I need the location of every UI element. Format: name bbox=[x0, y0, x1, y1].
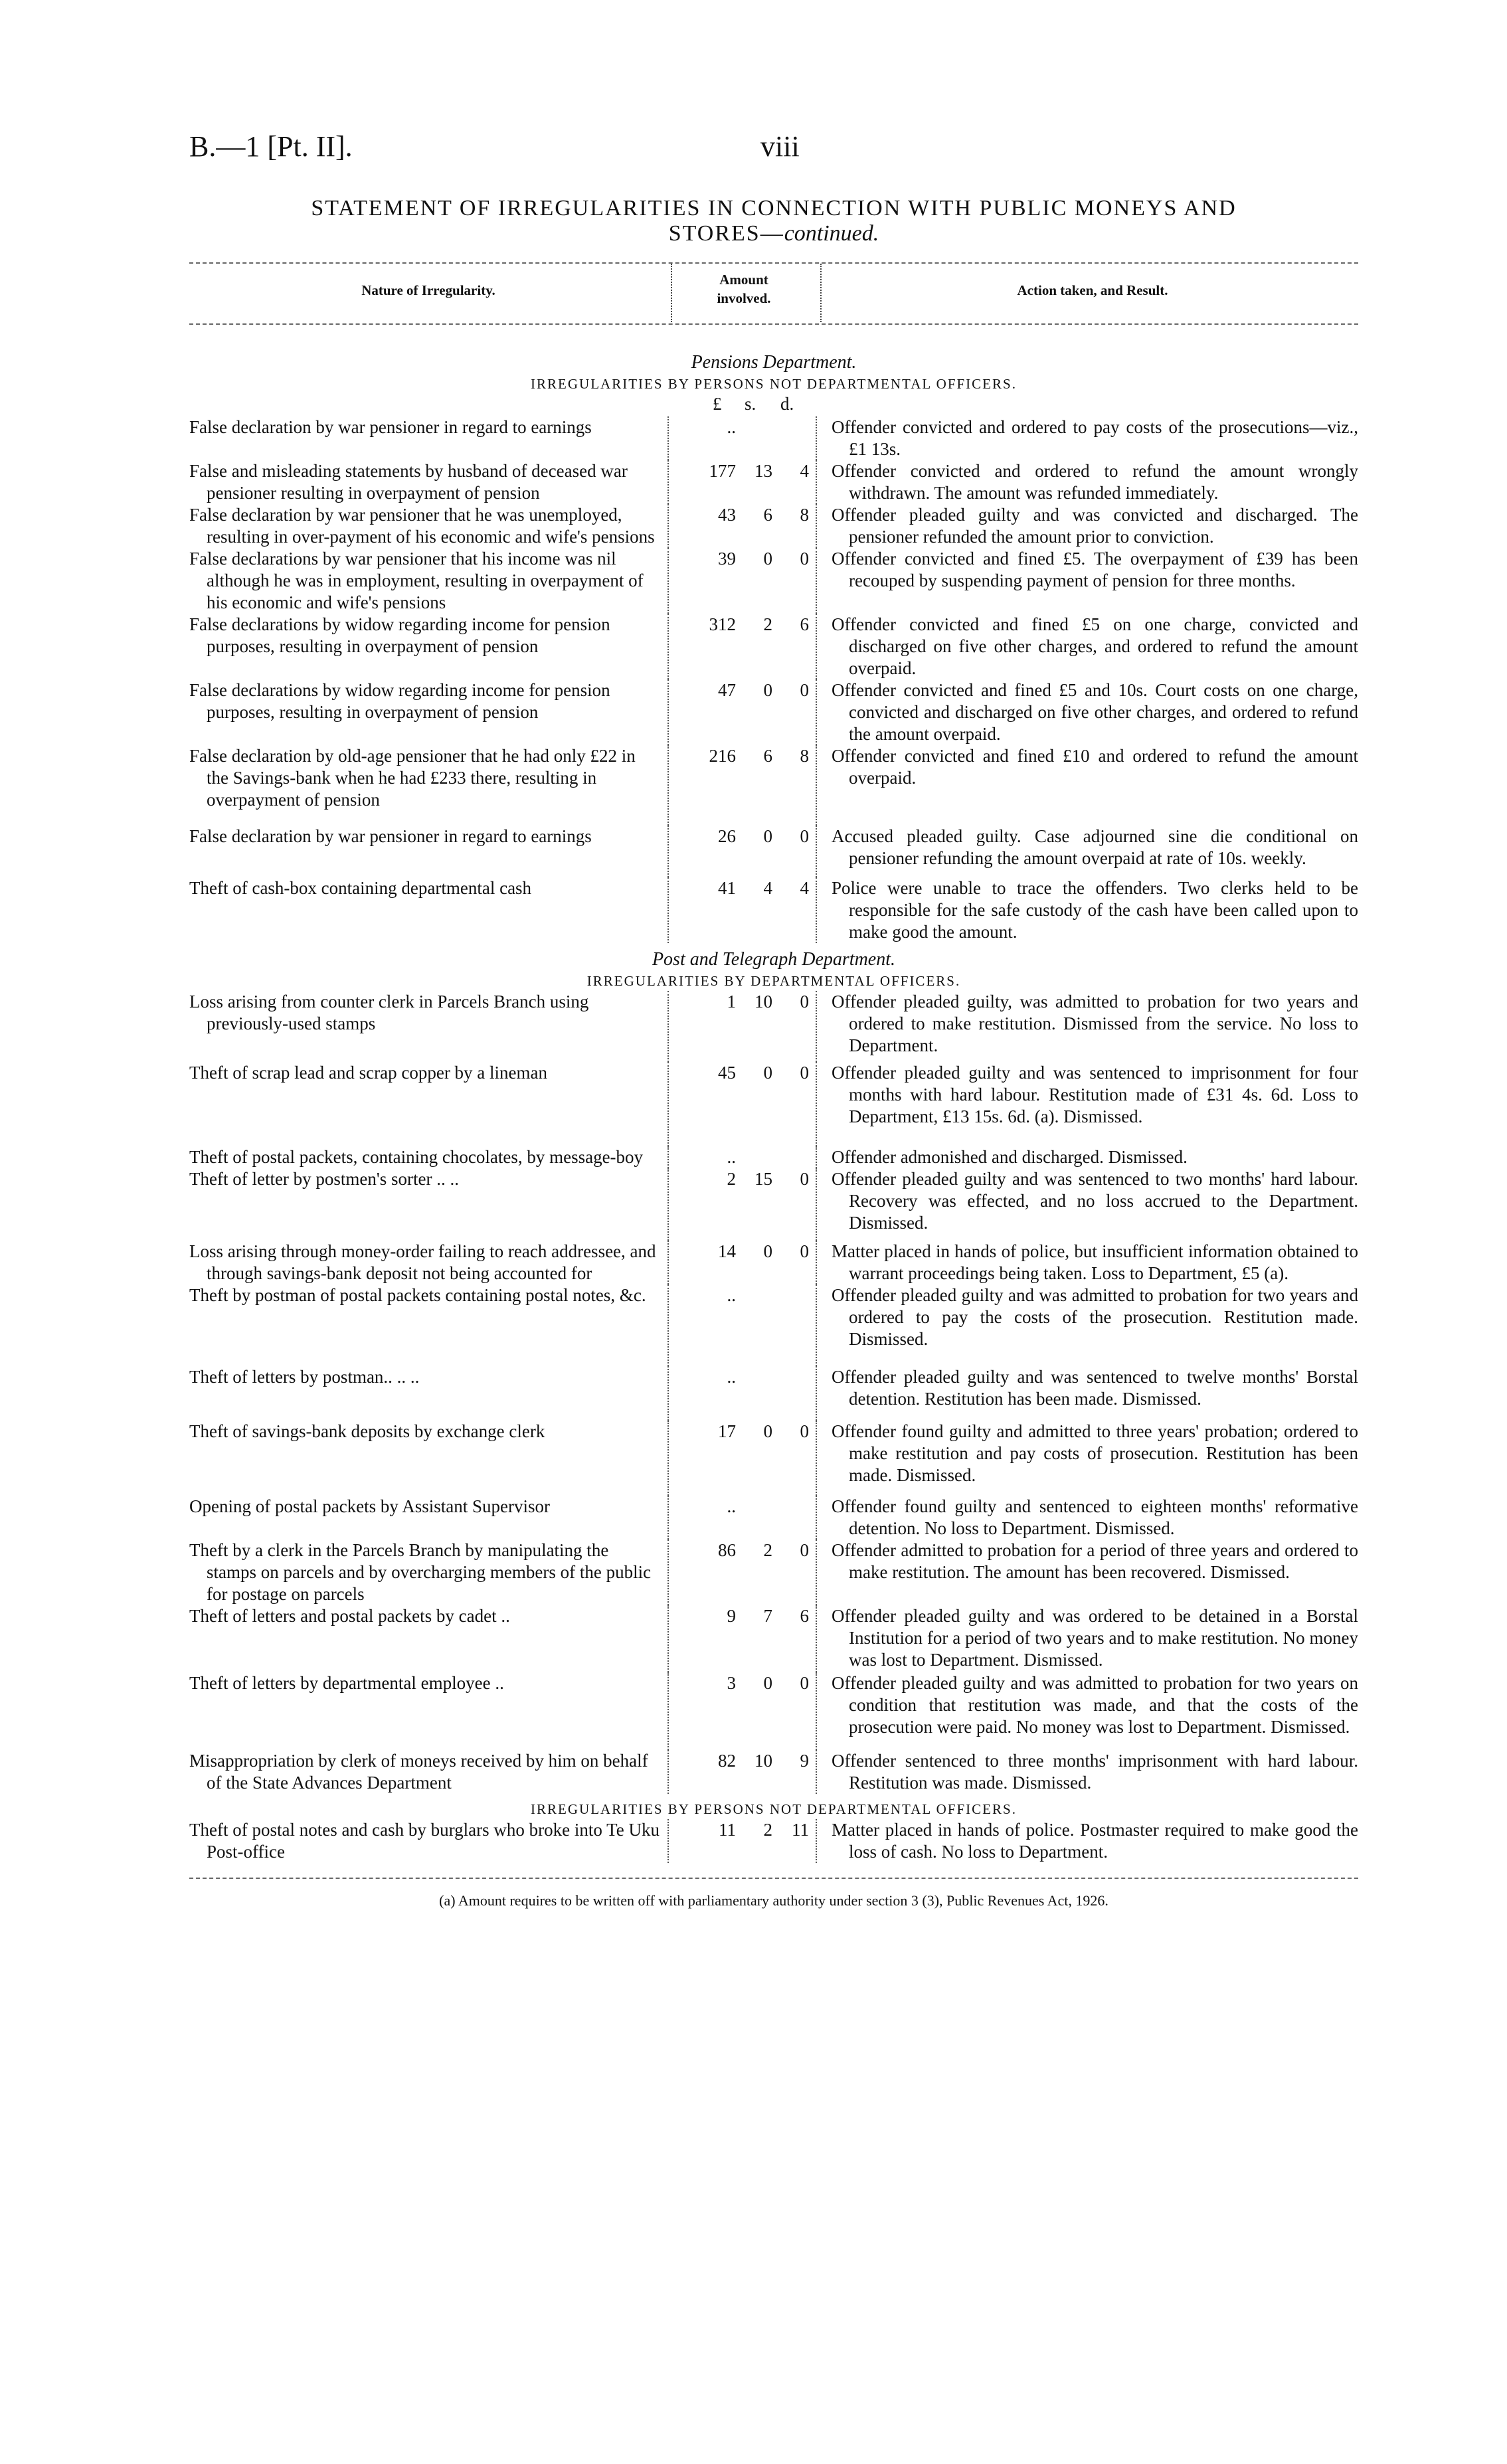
amount-shillings: 6 bbox=[763, 505, 772, 525]
amount-pence bbox=[772, 1284, 809, 1306]
nature-cell: Theft of letter by postmen's sorter .. .. bbox=[189, 1169, 460, 1189]
amount-shillings bbox=[736, 1146, 772, 1168]
department-heading: Pensions Department. bbox=[691, 352, 857, 373]
nature-cell: Loss arising from counter clerk in Parcels Branch using previously-used stamps bbox=[189, 992, 589, 1033]
amount-pounds: 11 bbox=[719, 1820, 736, 1840]
nature-cell: Theft of letters by postman.. .. .. bbox=[189, 1367, 420, 1387]
amount-cell bbox=[667, 460, 817, 504]
amount-pounds: 9 bbox=[727, 1606, 736, 1626]
nature-cell: Theft by a clerk in the Parcels Branch by manipulating the stamps on parcels and by overcharging members of the public for postage on parcels bbox=[189, 1540, 652, 1604]
action-cell: Offender pleaded guilty and was sentenced to two months' hard labour. Recovery was effected, and no loss accrued to the Department. Dismissed. bbox=[832, 1169, 1358, 1233]
amount-shillings: 0 bbox=[763, 826, 772, 846]
amount-pence: 8 bbox=[800, 505, 809, 525]
column-divider bbox=[820, 264, 822, 322]
page-header bbox=[189, 116, 1358, 189]
nature-cell: False declaration by war pensioner in regard to earnings bbox=[189, 826, 592, 846]
amount-pence: 0 bbox=[800, 1540, 809, 1560]
amount-cell bbox=[667, 1241, 817, 1284]
nature-cell: False declaration by war pensioner that he was unemployed, resulting in over-payment of his economic and wife's pensions bbox=[189, 505, 655, 547]
amount-pounds: .. bbox=[727, 1147, 736, 1167]
column-headers bbox=[189, 264, 1358, 323]
nature-cell: Theft of postal notes and cash by burglars who broke into Te Uku Post-office bbox=[189, 1820, 660, 1862]
amount-shillings: 0 bbox=[763, 1241, 772, 1261]
action-cell: Police were unable to trace the offenders. Two clerks held to be responsible for the safe custody of the cash have been called upon to make good the amount. bbox=[832, 878, 1358, 942]
action-cell: Offender pleaded guilty and was sentenced to imprisonment for four months with hard labour. Restitution made of £31 4s. 6d. Loss to Department, £13 15s. 6d. (a). Dismissed. bbox=[832, 1063, 1358, 1126]
amount-cell bbox=[667, 1421, 817, 1496]
nature-cell: Theft of scrap lead and scrap copper by a lineman bbox=[189, 1063, 548, 1083]
amount-cell bbox=[667, 1284, 817, 1366]
amount-shillings: 13 bbox=[754, 461, 772, 481]
irregularities-table bbox=[189, 991, 1358, 1794]
amount-cell bbox=[667, 1540, 817, 1605]
action-cell: Offender sentenced to three months' imprisonment with hard labour. Restitution was made. Dismissed. bbox=[832, 1751, 1358, 1793]
amount-shillings: 10 bbox=[754, 992, 772, 1012]
amount-cell bbox=[667, 826, 817, 877]
nature-cell: Theft of letters and postal packets by cadet .. bbox=[189, 1606, 510, 1626]
amount-pounds: 45 bbox=[718, 1063, 736, 1083]
nature-cell: Theft of cash-box containing departmental cash bbox=[189, 878, 532, 898]
amount-pence: 0 bbox=[800, 1673, 809, 1693]
amount-shillings: 0 bbox=[763, 1063, 772, 1083]
group-heading: IRREGULARITIES BY DEPARTMENTAL OFFICERS. bbox=[586, 973, 961, 989]
document-reference: B.—1 [Pt. II]. bbox=[189, 130, 353, 163]
amount-pounds: .. bbox=[727, 417, 736, 437]
column-header-action: Action taken, and Result. bbox=[1017, 282, 1168, 298]
nature-cell: False and misleading statements by husband of deceased war pensioner resulting in overpayment of pension bbox=[189, 461, 628, 503]
amount-pence: 4 bbox=[800, 461, 809, 481]
amount-pounds: .. bbox=[727, 1496, 736, 1516]
amount-cell bbox=[667, 745, 817, 826]
page-title: STATEMENT OF IRREGULARITIES IN CONNECTION WITH PUBLIC MONEYS AND STORES—continued. bbox=[311, 196, 1237, 246]
amount-pence: 0 bbox=[800, 1063, 809, 1083]
amount-cell bbox=[667, 1146, 817, 1168]
amount-cell bbox=[667, 548, 817, 614]
amount-shillings bbox=[736, 416, 772, 438]
amount-pounds: .. bbox=[727, 1285, 736, 1305]
amount-pence: 4 bbox=[800, 878, 809, 898]
amount-pounds: 1 bbox=[727, 992, 736, 1012]
amount-pounds: 26 bbox=[718, 826, 736, 846]
amount-shillings: 0 bbox=[763, 1673, 772, 1693]
amount-shillings: 10 bbox=[754, 1751, 772, 1771]
amount-pounds: 3 bbox=[727, 1673, 736, 1693]
amount-cell bbox=[667, 1819, 817, 1863]
amount-pounds: 43 bbox=[718, 505, 736, 525]
action-cell: Offender convicted and fined £5. The overpayment of £39 has been recouped by suspending payment of pension for three months. bbox=[832, 549, 1358, 590]
page bbox=[189, 116, 1358, 1909]
action-cell: Offender pleaded guilty and was sentenced to twelve months' Borstal detention. Restitution has been made. Dismissed. bbox=[832, 1367, 1358, 1409]
amount-pence: 0 bbox=[800, 1169, 809, 1189]
action-cell: Offender convicted and ordered to pay costs of the prosecutions—viz., £1 13s. bbox=[832, 417, 1358, 459]
irregularities-table bbox=[189, 416, 1358, 943]
amount-shillings bbox=[736, 1366, 772, 1388]
column-header-amount: Amount involved. bbox=[717, 272, 771, 306]
amount-pence: 0 bbox=[800, 1421, 809, 1441]
page-number: viii bbox=[760, 130, 800, 163]
pounds-label: £ bbox=[713, 394, 722, 414]
pence-label: d. bbox=[780, 394, 794, 414]
action-cell: Offender admonished and discharged. Dismissed. bbox=[832, 1147, 1188, 1167]
amount-pence: 11 bbox=[792, 1820, 809, 1840]
amount-pounds: 14 bbox=[718, 1241, 736, 1261]
action-cell: Offender pleaded guilty and was convicted and discharged. The pensioner refunded the amount prior to conviction. bbox=[832, 505, 1358, 547]
amount-shillings: 7 bbox=[763, 1606, 772, 1626]
amount-pounds: 86 bbox=[718, 1540, 736, 1560]
column-header-rule bbox=[189, 323, 1358, 325]
amount-shillings: 15 bbox=[754, 1169, 772, 1189]
amount-shillings: 0 bbox=[763, 1421, 772, 1441]
action-cell: Offender found guilty and sentenced to eighteen months' reformative detention. No loss to Department. Dismissed. bbox=[832, 1496, 1358, 1538]
amount-cell bbox=[667, 1062, 817, 1146]
action-cell: Offender convicted and fined £5 and 10s. Court costs on one charge, convicted and discharged on five other charges, and ordered to refund the amount overpaid. bbox=[832, 680, 1358, 744]
amount-pence: 0 bbox=[800, 992, 809, 1012]
amount-shillings: 6 bbox=[763, 746, 772, 766]
action-cell: Offender pleaded guilty and was admitted to probation for two years on condition that restitution was made, and that the costs of the prosecution were paid. No money was lost to Department. Dismissed. bbox=[832, 1673, 1358, 1737]
currency-header bbox=[189, 394, 1358, 416]
amount-pence: 0 bbox=[800, 549, 809, 569]
amount-cell bbox=[667, 877, 817, 943]
amount-cell bbox=[667, 991, 817, 1062]
amount-cell bbox=[667, 1750, 817, 1794]
action-cell: Offender pleaded guilty, was admitted to probation for two years and ordered to make restitution. Dismissed from the service. No loss to Department. bbox=[832, 992, 1358, 1055]
action-cell: Offender found guilty and admitted to three years' probation; ordered to make restitution and pay costs of prosecution. Restitution has been made. Dismissed. bbox=[832, 1421, 1358, 1485]
column-divider bbox=[671, 264, 672, 322]
amount-cell bbox=[667, 1605, 817, 1672]
amount-cell bbox=[667, 1496, 817, 1540]
nature-cell: Theft of savings-bank deposits by exchange clerk bbox=[189, 1421, 545, 1441]
amount-pence bbox=[772, 1146, 809, 1168]
nature-cell: Theft of postal packets, containing chocolates, by message-boy bbox=[189, 1147, 644, 1167]
nature-cell: False declaration by war pensioner in regard to earnings bbox=[189, 417, 592, 437]
amount-shillings bbox=[736, 1496, 772, 1518]
amount-shillings: 0 bbox=[763, 549, 772, 569]
amount-shillings: 2 bbox=[763, 1820, 772, 1840]
amount-pence: 6 bbox=[800, 1606, 809, 1626]
nature-cell: False declarations by widow regarding income for pension purposes, resulting in overpayment of pension bbox=[189, 614, 610, 656]
amount-shillings: 0 bbox=[763, 680, 772, 700]
nature-cell: Theft by postman of postal packets containing postal notes, &c. bbox=[189, 1285, 646, 1305]
action-cell: Offender admitted to probation for a period of three years and ordered to make restitution. The amount has been recovered. Dismissed. bbox=[832, 1540, 1358, 1582]
group-heading: IRREGULARITIES BY PERSONS NOT DEPARTMENTAL OFFICERS. bbox=[531, 376, 1017, 392]
footnote-rule bbox=[189, 1878, 1358, 1879]
department-heading: Post and Telegraph Department. bbox=[652, 949, 896, 970]
shillings-label: s. bbox=[745, 394, 756, 414]
amount-pence bbox=[772, 1366, 809, 1388]
amount-cell bbox=[667, 1672, 817, 1750]
amount-cell bbox=[667, 416, 817, 460]
nature-cell: Opening of postal packets by Assistant Supervisor bbox=[189, 1496, 550, 1516]
amount-pounds: 47 bbox=[718, 680, 736, 700]
nature-cell: Loss arising through money-order failing to reach addressee, and through savings-bank deposit not being accounted for bbox=[189, 1241, 656, 1283]
action-cell: Offender pleaded guilty and was ordered to be detained in a Borstal Institution for a period of two years and to make restitution. No money was lost to Department. Dismissed. bbox=[832, 1606, 1358, 1670]
statement-body bbox=[189, 351, 1358, 1863]
nature-cell: Misappropriation by clerk of moneys received by him on behalf of the State Advances Department bbox=[189, 1751, 648, 1793]
amount-pounds: 82 bbox=[718, 1751, 736, 1771]
action-cell: Offender convicted and ordered to refund the amount wrongly withdrawn. The amount was refunded immediately. bbox=[832, 461, 1358, 503]
amount-shillings: 2 bbox=[763, 614, 772, 634]
group-heading: IRREGULARITIES BY PERSONS NOT DEPARTMENTAL OFFICERS. bbox=[531, 1801, 1017, 1817]
amount-pence bbox=[772, 1496, 809, 1518]
amount-pence: 0 bbox=[800, 680, 809, 700]
amount-cell bbox=[667, 614, 817, 679]
irregularities-table bbox=[189, 1819, 1358, 1863]
amount-pounds: .. bbox=[727, 1367, 736, 1387]
amount-pounds: 2 bbox=[727, 1169, 736, 1189]
amount-pence: 0 bbox=[800, 1241, 809, 1261]
amount-shillings: 4 bbox=[763, 878, 772, 898]
action-cell: Accused pleaded guilty. Case adjourned sine die conditional on pensioner refunding the amount overpaid at rate of 10s. weekly. bbox=[832, 826, 1358, 868]
amount-pounds: 17 bbox=[718, 1421, 736, 1441]
nature-cell: False declaration by old-age pensioner that he had only £22 in the Savings-bank when he had £233 there, resulting in overpayment of pension bbox=[189, 746, 636, 810]
amount-pounds: 39 bbox=[718, 549, 736, 569]
action-cell: Offender convicted and fined £10 and ordered to refund the amount overpaid. bbox=[832, 746, 1358, 788]
nature-cell: Theft of letters by departmental employee .. bbox=[189, 1673, 504, 1693]
action-cell: Matter placed in hands of police, but insufficient information obtained to warrant proceedings being taken. Loss to Department, £5 (a). bbox=[832, 1241, 1358, 1283]
amount-cell bbox=[667, 1168, 817, 1241]
amount-shillings bbox=[736, 1284, 772, 1306]
amount-pence: 6 bbox=[800, 614, 809, 634]
nature-cell: False declarations by war pensioner that his income was nil although he was in employment, resulting in overpayment of his economic and wife's pensions bbox=[189, 549, 644, 612]
amount-pounds: 312 bbox=[709, 614, 736, 634]
amount-cell bbox=[667, 679, 817, 745]
amount-cell bbox=[667, 1366, 817, 1421]
amount-pounds: 177 bbox=[709, 461, 736, 481]
amount-pence: 9 bbox=[800, 1751, 809, 1771]
amount-pence: 8 bbox=[800, 746, 809, 766]
amount-shillings: 2 bbox=[763, 1540, 772, 1560]
action-cell: Offender pleaded guilty and was admitted to probation for two years and ordered to pay the costs of the prosecution. Restitution made. Dismissed. bbox=[832, 1285, 1358, 1349]
nature-cell: False declarations by widow regarding income for pension purposes, resulting in overpayment of pension bbox=[189, 680, 610, 722]
amount-cell bbox=[667, 504, 817, 548]
amount-pence bbox=[772, 416, 809, 438]
amount-pounds: 41 bbox=[718, 878, 736, 898]
amount-pence: 0 bbox=[800, 826, 809, 846]
action-cell: Matter placed in hands of police. Postmaster required to make good the loss of cash. No loss to Department. bbox=[832, 1820, 1358, 1862]
footnote: (a) Amount requires to be written off with parliamentary authority under section 3 (3), Public Revenues Act, 1926. bbox=[439, 1892, 1108, 1909]
action-cell: Offender convicted and fined £5 on one charge, convicted and discharged on five other charges, and ordered to refund the amount overpaid. bbox=[832, 614, 1358, 678]
column-header-nature: Nature of Irregularity. bbox=[361, 282, 495, 298]
amount-pounds: 216 bbox=[709, 746, 736, 766]
